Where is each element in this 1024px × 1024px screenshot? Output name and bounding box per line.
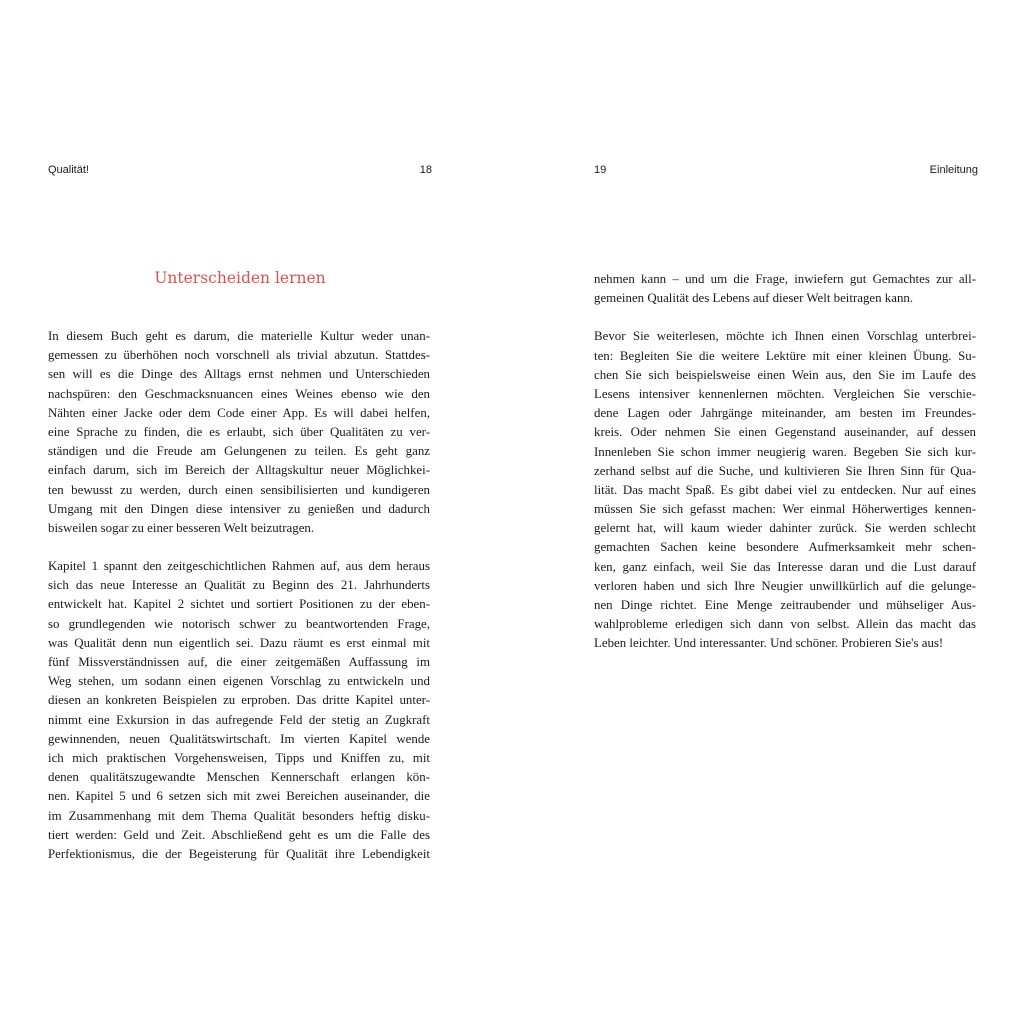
text-line: was Qualität denn nun eigentlich sei. Dazu räumt es erst einmal mit <box>48 635 430 650</box>
text-line: sen will es die Dinge des Alltags ernst nehmen und Unterschieden <box>48 367 430 382</box>
text-line: dene Lagen oder Jahrgänge miteinander, am besten im Freundes- <box>594 406 976 421</box>
text-line: Nähten einer Jacke oder dem Code einer App. Es will dabei helfen, <box>48 405 430 420</box>
text-line: nen. Kapitel 5 und 6 setzen sich mit zwei Bereichen auseinander, die <box>48 789 430 804</box>
text-line: ten: Begleiten Sie die weitere Lektüre mit einer kleinen Übung. Su- <box>594 348 976 363</box>
text-line: denen qualitätszugewandte Menschen Kennerschaft erlangen kön- <box>48 770 430 785</box>
paragraph <box>48 327 430 538</box>
text-line: verloren haben und sich Ihre Neugier unwillkürlich auf die gelunge- <box>594 578 976 593</box>
text-line: lität. Das macht Spaß. Es gibt dabei viel zu entdecken. Nur auf eines <box>594 482 976 497</box>
text-line: entwickelt hat. Kapitel 2 sichtet und sortiert Positionen zu der eben- <box>48 597 430 612</box>
paragraph <box>594 327 976 653</box>
text-line: ich mich praktischen Vorgehensweisen, Tipps und Kniffen zu, mit <box>48 750 430 765</box>
text-line: wahlprobleme erledigen sich dann von selbst. Allein das macht das <box>594 617 976 632</box>
text-line: nimmt eine Exkursion in das aufregende Feld der stetig an Zugkraft <box>48 712 430 727</box>
text-line: gewinnenden, neuen Qualitätswirtschaft. Im vierten Kapitel wende <box>48 731 430 746</box>
body-text-right <box>594 270 976 654</box>
text-line: gelernt hat, will kaum wieder dahinter zurück. Sie werden schlecht <box>594 521 976 536</box>
text-line: kreis. Oder nehmen Sie einen Gegenstand auseinander, auf dessen <box>594 425 976 440</box>
text-line: einfach darum, sich im Bereich der Alltagskultur neuer Möglichkei- <box>48 463 430 478</box>
text-line: Kapitel 1 spannt den zeitgeschichtlichen Rahmen auf, aus dem heraus <box>48 559 430 574</box>
text-line: ken, ganz einfach, weil Sie das Interesse daran und die Lust darauf <box>594 559 976 574</box>
text-line: nen Dinge richtet. Eine Menge zeitraubender und mühseliger Aus- <box>594 598 976 612</box>
text-line: ständigen und die Freude am Gelungenen zu teilen. Es geht ganz <box>48 444 430 459</box>
text-line: tiert werden: Geld und Zeit. Abschließend geht es um die Falle des <box>48 827 430 842</box>
paragraph <box>48 557 430 864</box>
text-line: Bevor Sie weiterlesen, möchte ich Ihnen einen Vorschlag unterbrei- <box>594 329 976 344</box>
body-text-left <box>48 327 430 864</box>
running-head-left <box>48 163 432 177</box>
text-line: Weg stehen, um sodann einen eigenen Vorschlag zu entwickeln und <box>48 674 430 689</box>
text-line: Umgang mit den Dingen diese intensiver zu genießen und dadurch <box>48 501 430 516</box>
text-line: im Zusammenhang mit dem Thema Qualität besonders heftig disku- <box>48 808 430 823</box>
text-line: bisweilen sogar zu einer besseren Welt beizutragen. <box>48 520 315 535</box>
text-line: nehmen kann – und um die Frage, inwiefern gut Gemachtes zur all- <box>594 272 976 286</box>
right-page <box>594 0 978 1024</box>
text-line: ten bewusst zu werden, durch einen sensibilisierten und kundigeren <box>48 482 430 497</box>
text-line: gemeinen Qualität des Lebens auf dieser Welt beitragen kann. <box>594 291 914 306</box>
text-line: sich das neue Interesse an Qualität zu Beginn des 21. Jahrhunderts <box>48 578 430 593</box>
text-line: In diesem Buch geht es darum, die materielle Kultur weder unan- <box>48 329 430 343</box>
page-number: 18 <box>419 164 432 176</box>
running-head-title: Einleitung <box>929 164 978 176</box>
section-heading: Unterscheiden lernen <box>154 269 326 287</box>
running-head-right <box>594 163 978 177</box>
text-line: Innenleben Sie schon immer neugierig waren. Begeben Sie sich kur- <box>594 444 976 459</box>
text-line: nachspüren: den Geschmacksnuancen eines Weines ebenso wie den <box>48 386 430 401</box>
text-line: gemachten Sachen keine besondere Aufmerksamkeit mehr schen- <box>594 540 976 555</box>
text-line: Lesens intensiver kennenlernen möchten. Vergleichen Sie verschie- <box>594 386 976 401</box>
text-line: fünf Missverständnissen auf, die einer zeitgemäßen Auffassung im <box>48 655 430 669</box>
page-number: 19 <box>594 164 607 176</box>
text-line: Perfektionismus, die der Begeisterung für Qualität ihre Lebendigkeit <box>48 846 430 861</box>
left-page <box>48 0 432 1024</box>
running-head-title: Qualität! <box>48 164 89 176</box>
text-line: gemessen zu überhöhen noch vorschnell als trivial abzutun. Stattdes- <box>48 348 430 363</box>
text-line: chen Sie sich beispielsweise einen Wein aus, den Sie im Laufe des <box>594 367 976 382</box>
text-line: müssen Sie sich gefasst machen: Wer einmal Höherwertiges kennen- <box>594 502 976 517</box>
text-line: eine Sprache zu finden, die es erlaubt, sich über Qualitäten zu ver- <box>48 424 430 439</box>
paragraph <box>594 270 976 308</box>
text-line: zerhand selbst auf die Suche, und kultivieren Sie Ihren Sinn für Qua- <box>594 463 976 478</box>
text-line: diesen an konkreten Beispielen zu erproben. Das dritte Kapitel unter- <box>48 693 430 708</box>
text-line: Leben leichter. Und interessanter. Und schöner. Probieren Sie's aus! <box>594 636 944 651</box>
text-line: so grundlegenden wie notorisch schwer zu beantwortenden Frage, <box>48 616 430 631</box>
